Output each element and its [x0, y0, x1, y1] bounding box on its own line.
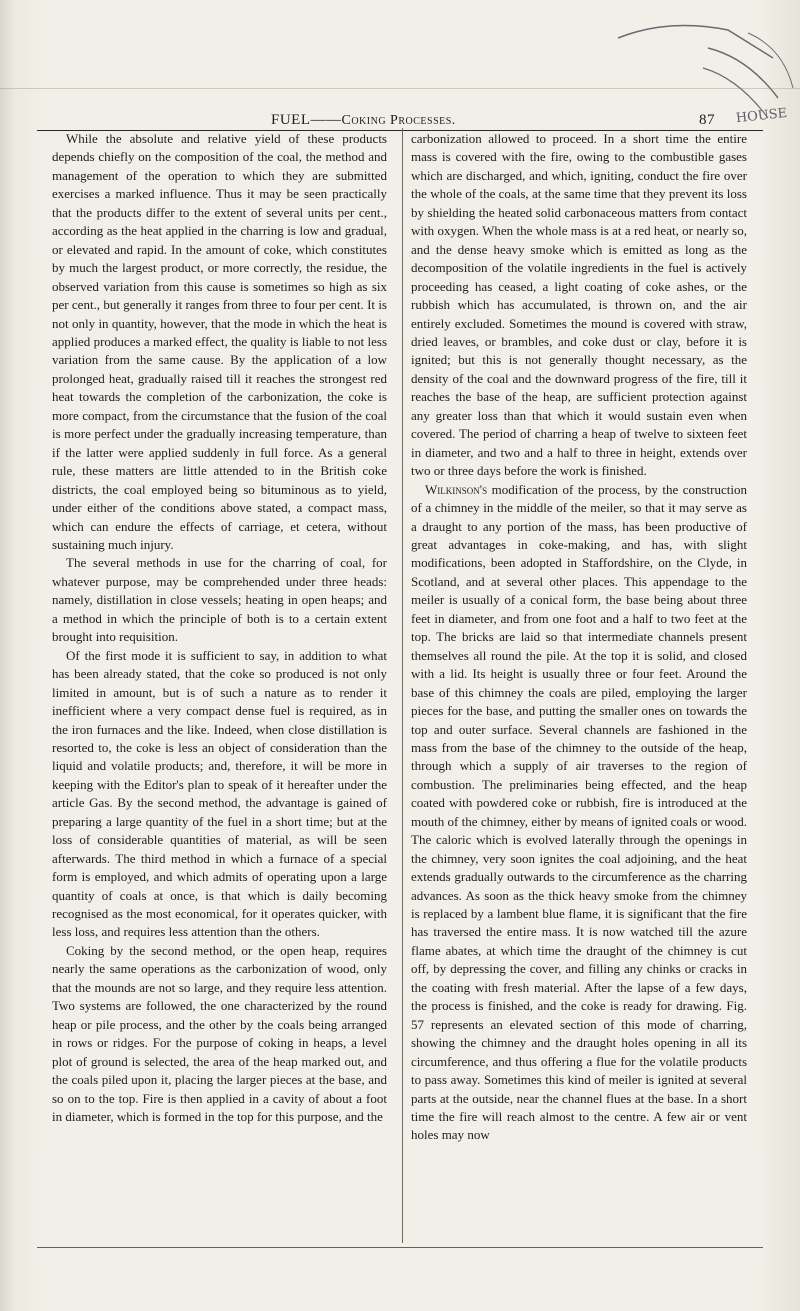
page-number: 87: [699, 112, 715, 128]
paragraph-text: modification of the process, by the construction of a chimney in the middle of the meiler, so that it may serve as a draught to any portion of the mass, has been productive of great advantages in coke-making, and has, with slight modifications, been adopted in Staffordshire, on the Clyde, in Scotland, and at several other places. This appendage to the meiler is usually of a conical form, the base being about three feet in diameter, and from one foot and a half to two feet at the top. The bricks are laid so that intermediate channels present themselves all round the pile. At the top it is solid, and closed with a lid. Its height is usually three or four feet. Around the base of this chimney the coals are piled, employing the larger pieces for the base, and putting the smaller ones on towards the top and outer surface. Several channels are fashioned in the mass from the base of the chimney to the outside of the heap, through which a supply of air traverses to the region of combustion. The preliminaries being effected, and the heap coated with powdered coke or rubbish, fire is introduced at the mouth of the chimney, either by means of ignited coals or wood. The caloric which is evolved laterally through the openings in the chimney, very soon ignites the coal adjoining, and the heat extends gradually outwards to the circumference as the charring advances. As soon as the thick heavy smoke from the chimney is replaced by a lambent blue flame, it is significant that the fire has traversed the entire mass. It is now watched till the azure flame abates, at which time the draught of the chimney is cut off, by depressing the cover, and filling any chinks or cracks in the coating with fresh material. After the lapse of a few days, the process is finished, and the coke is ready for drawing. Fig. 57 represents an elevated section of this mode of charring, showing the chimney and the draught holes opening in all its circumference, and thus offering a flue for the volatile products to pass away. Sometimes this kind of meiler is ignited at several parts at the outside, near the channel flues at the base. In a short time the fire will reach almost to the centre. A few air or vent holes may now: [411, 481, 747, 1143]
scan-line: [0, 88, 800, 89]
paragraph: While the absolute and relative yield of these products depends chiefly on the composition of the coal, the method and management of the operation to which they are submitted exercises a marked influence. Thus it may be seen practically that the products differ to the extent of several units per cent., according as the heat applied in the charring is low and gradual, or elevated and rapid. In the amount of coke, which constitutes by much the largest product, or more correctly, the residue, the observed variation from this cause is sometimes so high as six per cent., but generally it ranges from three to four per cent. It is not only in quantity, however, that the mode in which the heat is applied produces a marked effect, the quality is liable to not less variation from the same cause. By the application of a low prolonged heat, gradually raised till it reaches the strongest red heat towards the completion of the carbonization, the coke is more compact, from the circumstance that the fusion of the coal is more perfect under the gradually increasing temperature, than if the latter were applied suddenly in full force. As a general rule, these matters are little attended to in the British coke districts, the coal employed being so bituminous as to yield, under either of the conditions above stated, a compact mass, which can endure the effects of carriage, et cetera, without sustaining much injury.: [52, 131, 387, 552]
paragraph: [411, 481, 747, 1145]
running-title: [271, 112, 456, 129]
wilkinson-name: Wilkinson's: [425, 481, 488, 497]
left-column: [52, 130, 387, 1126]
stamp-text: HOUSE: [735, 105, 788, 127]
paragraph: Coking by the second method, or the open heap, requires nearly the same operations as the carbonization of wood, only that the mounds are not so large, and they require less attention. Two systems are followed, the one characterized by the round heap or pile process, and the other by the coals being arranged in rows or ridges. For the purpose of coking in heaps, a level plot of ground is selected, the area of the heap marked out, and the coals piled upon it, placing the larger pieces at the base, and so on to the top. Fire is then applied in a cavity of about a foot in diameter, which is formed in the top for this purpose, and the: [52, 942, 387, 1125]
right-column: [411, 130, 747, 1145]
paragraph: Of the first mode it is sufficient to say, in addition to what has been already stated, that the coke so produced is not only limited in amount, but is of such a nature as to render it inefficient where a very compact dense fuel is required, as in the iron furnaces and the like. Indeed, when close distillation is resorted to, the coke is less an object of consideration than the liquid and volatile products; and, therefore, it will be more in keeping with the Editor's plan to speak of it hereafter under the article Gas. By the second method, the advantage is gained of preparing a large quantity of the fuel in a short time; but at the loss of considerable quantities of material, as will be seen afterwards. The third method in which a furnace of a special form is employed, and which admits of operating upon a large quantity of coals at once, is that which is daily becoming recognised as the most economical, for it operates quicker, with less loss, and requires less attention than the others.: [52, 647, 387, 940]
column-divider: [402, 128, 403, 1243]
paragraph: The several methods in use for the charring of coal, for whatever purpose, may be comprehended under three heads: namely, distillation in close vessels; heating in open heaps; and a method in which the principle of both is to a certain extent brought into requisition.: [52, 555, 387, 645]
footer-rule: [37, 1247, 763, 1248]
running-title-dash: ——: [310, 112, 342, 128]
paragraph: carbonization allowed to proceed. In a short time the entire mass is covered with the fire, owing to the combustible gases which are discharged, and which, igniting, conduct the fire over the whole of the coals, at the same time that they prevent its loss by shielding the heated solid carbonaceous matters from contact with oxygen. When the whole mass is at a red heat, or nearly so, and the dense heavy smoke which is emitted as long as the decomposition of the volatile ingredients in the fuel is actively proceeding has ceased, a light coating of coke ashes, or the rubbish which has accumulated, is thrown on, and the air entirely excluded. Sometimes the mound is covered with straw, dried leaves, or brambles, and coke dust or clay, before it is ignited; but this is not generally thought necessary, as the density of the coal and the downward progress of the fire, till it reaches the base of the heap, are sufficient protection against any greater loss than that which it would sustain even when covered. The period of charring a heap of twelve to sixteen feet in diameter, and two and a half to three in height, extends over two or three days before the work is finished.: [411, 131, 747, 479]
running-title-left: FUEL: [271, 112, 311, 128]
running-title-right: Coking Processes.: [341, 113, 456, 128]
